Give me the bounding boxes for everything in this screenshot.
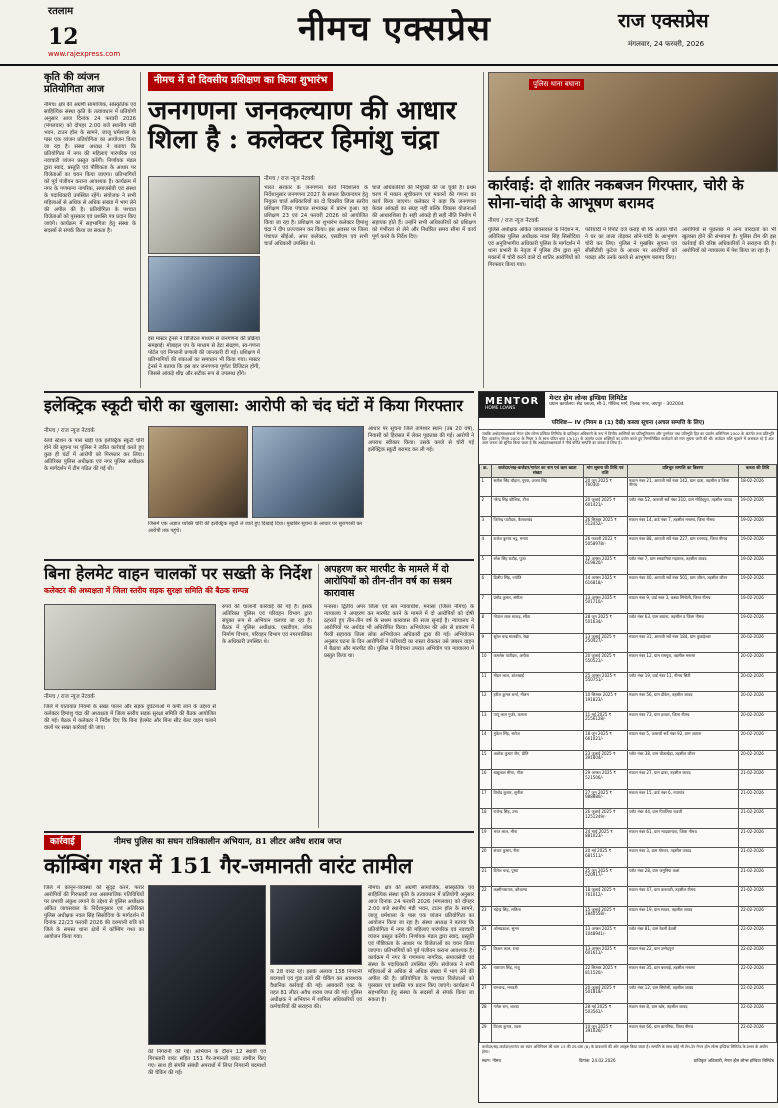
table-cell: 23 bbox=[480, 906, 492, 926]
table-cell: मकान नंबर 5, आराजी सर्वे नंबर 92, ग्राम अठाना bbox=[627, 731, 739, 751]
table-cell: 3 bbox=[480, 516, 492, 536]
table-cell: 26 जुलाई 2025 ₹ 1251249/- bbox=[583, 809, 627, 829]
org-name: मेन्टर होम लोन्स इण्डिया लिमिटेड bbox=[549, 393, 628, 402]
table-row bbox=[480, 1023, 777, 1043]
table-cell: 20 मई 2025 ₹ 681511/- bbox=[583, 848, 627, 868]
story-body-1: जिले में यातायात नियमों के सख्त पालन और सड़क दुर्घटनाओं में कमी लाने के उद्देश्य से कलेक्टर हिमांशु चंद्रा की अध्यक्षता में जिला स्तरीय सड़क सुरक्षा समिति की बैठक आयोजित की गई। बैठक में कलेक्टर ने निर्देश दिए कि बिना हेलमेट और बिना सीट बेल्ट वाहन चलाने वालों पर सख्त कार्रवाई की जाए। bbox=[44, 704, 216, 732]
notice-header bbox=[479, 392, 777, 418]
story-kidnap bbox=[324, 564, 474, 828]
table-header-cell: कर्जदार/सह-कर्जदार/गारंटर का नाम एवं ऋण खाता संख्या bbox=[491, 464, 583, 477]
table-header-cell: कब्जा की तिथि bbox=[739, 464, 777, 477]
raid-photo bbox=[270, 885, 362, 965]
story-body: मनासा। द्वितीय अपर जिला एवं सत्र न्यायाधीश, मनासा (जिला नीमच) के न्यायालय ने अपहरण कर मारपीट करने के मामले में दो आरोपियों को दोषी ठहराते हुए तीन-तीन वर्ष के सश्रम कारावास की सजा सुनाई है। न्यायालय ने आरोपियों पर अर्थदंड भी अधिरोपित किया। अभियोजन की ओर से प्रकरण में पैरवी सहायक जिला लोक अभियोजन अधिकारी द्वारा की गई। अभियोजन अनुसार घटना के दिन आरोपियों ने फरियादी का रास्ता रोककर उसे जबरन वाहन में बैठाया और मारपीट की। पुलिस ने विवेचना उपरांत अभियोग पत्र न्यायालय में प्रस्तुत किया था। bbox=[324, 603, 474, 659]
table-cell: 20-02-2026 bbox=[739, 633, 777, 653]
table-cell: 20 जुलाई 2025 ₹ 501818/- bbox=[583, 984, 627, 1004]
table-header-cell: मांग सूचना की तिथि एवं राशि bbox=[583, 464, 627, 477]
table-row bbox=[480, 809, 777, 829]
table-cell: मकान नंबर 31, आराजी सर्वे नंबर 184, ग्राम कुकड़ेश्वर bbox=[627, 633, 739, 653]
table-cell: गणेश राम, शारदा bbox=[491, 1004, 583, 1024]
table-cell: 20 जून 2025 ₹ 76030/- bbox=[583, 477, 627, 497]
byline: नीमच / राज न्यूज नेटवर्क bbox=[44, 428, 95, 434]
story-headline: बिना हेलमेट वाहन चालकों पर सख्ती के निर्देश bbox=[44, 564, 312, 583]
table-cell: 26 bbox=[480, 965, 492, 985]
table-cell: पप्पू लाल गुर्जर, कमला bbox=[491, 711, 583, 731]
company-logo bbox=[479, 397, 545, 412]
column-divider bbox=[483, 72, 484, 388]
table-cell: 22-02-2026 bbox=[739, 926, 777, 946]
sign-date: दिनांक: 24.02.2026 bbox=[578, 1057, 616, 1063]
table-cell: 13 अगस्त 2025 ₹ 601611/- bbox=[583, 945, 627, 965]
story-body-1: जिले में कानून-व्यवस्था को सुदृढ़ करने, फरार आरोपियों की गिरफ्तारी तथा असामाजिक गतिविधियों पर प्रभावी अंकुश लगाने के उद्देश्य से पुलिस अधीक्षक अंकित जायसवाल के निर्देशानुसार एवं अतिरिक्त पुलिस अधीक्षक नवल सिंह सिसोदिया के मार्गदर्शन में दिनांक 22/23 फरवरी 2026 की दरम्यानी रात्रि को जिले के समस्त थाना क्षेत्रों में कॉम्बिंग गश्त का आयोजन किया गया। bbox=[44, 885, 144, 941]
table-header-cell: प्रतिभूत सम्पत्ति का विवरण bbox=[627, 464, 739, 477]
table-cell: विजय कुमार, रचना bbox=[491, 1023, 583, 1043]
notice-footer: कर्जदार/सह-कर्जदार/गारंटर का ध्यान अधिनियम की धारा 13 की उप-धारा (8) के प्रावधानों की ओर आकृष्ट किया जाता है। सम्पत्ति के साथ कोई भी लेन-देन मेन्टर होम लोन्स इण्डिया लिमिटेड के प्रभार के अधीन होगा। bbox=[482, 1044, 768, 1054]
table-row bbox=[480, 965, 777, 985]
table-cell: विनोद कुमार, सुनीता bbox=[491, 789, 583, 809]
possession-notice bbox=[478, 391, 778, 1103]
table-cell: 28 मई 2025 ₹ 503561/- bbox=[583, 1004, 627, 1024]
table-cell: गोपाल लाल धाकड़, सीता bbox=[491, 614, 583, 634]
table-cell: महेन्द्र सिंह, ललिता bbox=[491, 906, 583, 926]
story-kicker: अपहरण कर मारपीट के मामले में दो आरोपियों को तीन-तीन वर्ष का सश्रम कारावास bbox=[324, 564, 452, 599]
photo-caption: जिसमें एक अज्ञात व्यक्ति चोरी की इलेक्ट्रिक स्कूटी ले जाते हुए दिखाई दिया। मुखबिर सूचना के आधार पर सुरागरसी कर आरोपी तक पहुंचे। bbox=[148, 521, 363, 534]
table-cell: 22 bbox=[480, 887, 492, 907]
city-name: रतलाम bbox=[48, 6, 74, 17]
table-cell: 22-02-2026 bbox=[739, 945, 777, 965]
table-cell: 20 bbox=[480, 848, 492, 868]
story-body-3: के 28 वारंट रहे। इसके अलावा 138 निगरानी बदमाशों एवं गुंडा तत्वों की चेकिंग कर आवश्यक वैधानिक कार्रवाई की गई। आबकारी एक्ट के तहत 81 लीटर अवैध शराब जप्त की गई। पुलिस अधीक्षक ने अभियान में शामिल अधिकारियों एवं कर्मचारियों की सराहना की। bbox=[270, 969, 362, 1011]
table-cell: 29 bbox=[480, 1023, 492, 1043]
table-cell: 12 bbox=[480, 692, 492, 712]
table-cell: संजय कुमार, रीना bbox=[491, 848, 583, 868]
story-headline: इलेक्ट्रिक स्कूटी चोरी का खुलासा: आरोपी को चंद घंटों में किया गिरफ्तार bbox=[44, 396, 463, 415]
story-vyanjan bbox=[44, 72, 136, 388]
table-cell: 25 अगस्त 2025 ₹ 550751/- bbox=[583, 672, 627, 692]
table-cell: 14 अगस्त 2025 ₹ 616818/- bbox=[583, 575, 627, 595]
byline: नीमच / राज न्यूज नेटवर्क bbox=[44, 694, 95, 700]
table-cell: 18 bbox=[480, 809, 492, 829]
table-row bbox=[480, 770, 777, 790]
table-row bbox=[480, 906, 777, 926]
table-cell: प्लॉट नंबर 38, ग्राम चीताखेड़ा, तहसील जीरन bbox=[627, 750, 739, 770]
table-row bbox=[480, 848, 777, 868]
table-cell: प्रमोद कुमार, संगीता bbox=[491, 594, 583, 614]
story-kicker: कृति की व्यंजन प्रतियोगिता आज bbox=[44, 72, 105, 95]
table-cell: 14 bbox=[480, 731, 492, 751]
table-cell: प्लॉट नंबर 52, आराजी सर्वे नंबर 310, ग्राम गोविंदपुरा, तहसील जावद bbox=[627, 497, 739, 517]
org-address: प्रधान कार्यालय: सेठ प्लाजा, सी-1, गोविन्द मार्ग, तिलक नगर, जयपुर - 302004 bbox=[549, 401, 684, 407]
table-cell: 20 जुलाई 2025 ₹ 601421/- bbox=[583, 497, 627, 517]
table-cell: मकान नंबर 56, ग्राम डीकेन, तहसील जावद bbox=[627, 692, 739, 712]
table-cell: 10 bbox=[480, 653, 492, 673]
table-cell: 10 सितंबर 2025 ₹ 191823/- bbox=[583, 692, 627, 712]
table-cell: 24 मार्च 2025 ₹ 881023/- bbox=[583, 828, 627, 848]
table-cell: कमलेश पाटीदार, अनीता bbox=[491, 653, 583, 673]
page-number: 12 bbox=[48, 24, 79, 50]
table-cell: 20-02-2026 bbox=[739, 653, 777, 673]
table-cell: 22-02-2026 bbox=[739, 965, 777, 985]
table-cell: 15 bbox=[480, 750, 492, 770]
story-headline: जनगणना जनकल्याण की आधार शिला है : कलेक्टर हिमांशु चंद्रा bbox=[148, 95, 457, 156]
company-name: MENTOR bbox=[485, 396, 540, 408]
story-body-3: इस मास्टर ट्रेनर्स ने डिजिटल माध्यम से जनगणना की प्रक्रिया समझाई। मोबाइल एप के माध्यम से डेटा संग्रहण, स्व-गणना पोर्टल एवं निगरानी प्रणाली की जानकारी दी गई। प्रशिक्षण में प्रतिभागियों की शंकाओं का समाधान भी किया गया। मास्टर ट्रेनर्स ने बताया कि इस बार जनगणना पूर्णतः डिजिटल होगी, जिससे आंकड़े शीघ्र और सटीक रूप से उपलब्ध होंगे। bbox=[148, 336, 260, 378]
table-cell: राजेश कुमार भट्ट, ममता bbox=[491, 536, 583, 556]
table-row bbox=[480, 536, 777, 556]
table-cell: 22-02-2026 bbox=[739, 984, 777, 1004]
table-cell: 25 bbox=[480, 945, 492, 965]
table-row bbox=[480, 750, 777, 770]
table-cell: हरीश कुमार शर्मा, नीलम bbox=[491, 692, 583, 712]
table-cell: 11 मई 2025 ₹ 2156128/- bbox=[583, 711, 627, 731]
notice-table bbox=[479, 464, 777, 1043]
table-cell: 19-02-2026 bbox=[739, 536, 777, 556]
table-cell: 5 bbox=[480, 555, 492, 575]
table-cell: मकान नंबर 15, वार्ड नंबर 6, नयागांव bbox=[627, 789, 739, 809]
table-cell: प्लॉट नंबर 28, ग्राम जमुनिया कलां bbox=[627, 867, 739, 887]
issue-date: मंगलवार, 24 फरवरी, 2026 bbox=[628, 40, 705, 48]
table-cell: 19 bbox=[480, 828, 492, 848]
table-cell: प्लॉट नंबर 44, ग्राम पिपलिया रावजी bbox=[627, 809, 739, 829]
table-row bbox=[480, 555, 777, 575]
notice-intro: जबकि अधोहस्ताक्षरकर्ता मेन्टर होम लोन्स इण्डिया लिमिटेड के प्राधिकृत अधिकारी के रूप में वित्तीय आस्तियों का प्रतिभूतिकरण और पुनर्गठन तथा प्रतिभूति हित का प्रवर्तन अधिनियम 2002 के अंतर्गत तथा प्रतिभूति हित (प्रवर्तन) नियम 2002 के नियम 3 के साथ पठित धारा 13(12) के अंतर्गत प्रदत्त शक्तियों का प्रयोग करते हुए निम्नलिखित कर्जदारों को मांग सूचना जारी की थी। कर्जदार राशि चुकाने में असफल रहे हैं अतः आम जनता को सूचित किया जाता है कि अधोहस्ताक्षरकर्ता ने नीचे वर्णित सम्पत्ति का कब्जा ले लिया है। bbox=[482, 430, 774, 446]
sign-authority: प्राधिकृत अधिकारी, मेन्टर होम लोन्स इण्डिया लिमिटेड bbox=[693, 1057, 774, 1063]
table-cell: 17 bbox=[480, 789, 492, 809]
table-cell: 19-02-2026 bbox=[739, 516, 777, 536]
table-cell: राजेन्द्र सिंह, उषा bbox=[491, 809, 583, 829]
table-cell: 15 जुलाई 2025 ₹ 1840558/- bbox=[583, 906, 627, 926]
table-row bbox=[480, 867, 777, 887]
section-label: कार्रवाई bbox=[44, 835, 81, 850]
table-cell: 13 bbox=[480, 711, 492, 731]
byline: नीमच / राज न्यूज नेटवर्क bbox=[264, 176, 315, 182]
table-cell: मकान नंबर 35, ग्राम बरलाई, तहसील मनासा bbox=[627, 965, 739, 985]
table-cell: दिनेश चन्द्र, पुष्पा bbox=[491, 867, 583, 887]
table-cell: अशोक कुमार जैन, प्रीति bbox=[491, 750, 583, 770]
table-cell: मकान नंबर 19, ग्राम सावन, तहसील जावद bbox=[627, 906, 739, 926]
table-cell: 16 bbox=[480, 770, 492, 790]
table-cell: 21-02-2026 bbox=[739, 789, 777, 809]
table-cell: 1 bbox=[480, 477, 492, 497]
night-patrol-photo bbox=[148, 885, 266, 1045]
table-cell: 13 अगस्त 2025 ₹ 501710/- bbox=[583, 594, 627, 614]
table-cell: बाबूलाल मीणा, गीता bbox=[491, 770, 583, 790]
table-cell: 20-02-2026 bbox=[739, 711, 777, 731]
table-cell: रामचन्द्र, भगवती bbox=[491, 984, 583, 1004]
section-rule bbox=[44, 559, 474, 561]
table-cell: जितेन्द्र पाटीदार, कैलाशचंद bbox=[491, 516, 583, 536]
notice-title: परिशिष्ट— IV (नियम 8 (1) देखें) कब्जा सूचना (अचल सम्पत्ति के लिए) bbox=[479, 418, 777, 430]
section-rule bbox=[44, 831, 474, 833]
table-cell: मकान नंबर 8, ग्राम खोर, तहसील जावद bbox=[627, 1004, 739, 1024]
table-cell: मकान नंबर 12, ग्राम रामपुरा, तहसील मनासा bbox=[627, 653, 739, 673]
table-cell: 4 bbox=[480, 536, 492, 556]
table-cell: सुरेश चन्द्र मालवीय, रेखा bbox=[491, 633, 583, 653]
table-cell: 21-02-2026 bbox=[739, 809, 777, 829]
table-cell: 20-02-2026 bbox=[739, 672, 777, 692]
table-cell: किशन लाल, राधा bbox=[491, 945, 583, 965]
table-cell: मकान नंबर 9, वार्ड नंबर 3, कस्बा सिंगोली, जिला नीमच bbox=[627, 594, 739, 614]
column-divider bbox=[140, 72, 141, 388]
table-cell: 22-02-2026 bbox=[739, 906, 777, 926]
story-subhead: कलेक्टर की अध्यक्षता में जिला स्तरीय सड़क सुरक्षा समिति की बैठक सम्पन्न bbox=[44, 586, 249, 596]
table-cell: प्लॉट नंबर 12, ग्राम सिंगोली, तहसील जावद bbox=[627, 984, 739, 1004]
table-row bbox=[480, 575, 777, 595]
table-cell: 10 जून 2025 ₹ 391026/- bbox=[583, 1023, 627, 1043]
company-sub: HOME LOANS bbox=[485, 406, 516, 412]
table-cell: 7 bbox=[480, 594, 492, 614]
table-row bbox=[480, 789, 777, 809]
table-cell: 21 bbox=[480, 867, 492, 887]
table-cell: 9 bbox=[480, 633, 492, 653]
table-cell: प्लॉट नंबर 19, वार्ड नंबर 11, नीमच सिटी bbox=[627, 672, 739, 692]
story-body-3: आरोपियों से पूछताछ में अन्य वारदातों का भी खुलासा होने की संभावना है। पुलिस टीम की इस कार्रवाई की वरिष्ठ अधिकारियों ने सराहना की है। आरोपियों को न्यायालय में पेश किया जा रहा है। bbox=[682, 227, 776, 255]
table-cell: मकान नंबर 27, ग्राम ढाबा, तहसील जावद bbox=[627, 770, 739, 790]
table-row bbox=[480, 945, 777, 965]
meeting-photo bbox=[44, 604, 216, 690]
table-cell: 27 bbox=[480, 984, 492, 1004]
table-cell: 19-02-2026 bbox=[739, 555, 777, 575]
table-row bbox=[480, 516, 777, 536]
table-cell: 12 अगस्त 2025 ₹ 619820/- bbox=[583, 555, 627, 575]
table-cell: मकान नंबर 47, ग्राम कनावटी, तहसील नीमच bbox=[627, 887, 739, 907]
table-cell: 24 bbox=[480, 926, 492, 946]
table-cell: 20-02-2026 bbox=[739, 731, 777, 751]
story-census bbox=[148, 72, 478, 388]
table-cell: 28 जून 2025 ₹ 501634/- bbox=[583, 614, 627, 634]
table-row bbox=[480, 653, 777, 673]
table-cell: मकान नंबर 73, ग्राम हरवार, जिला नीमच bbox=[627, 711, 739, 731]
table-cell: 29 अगस्त 2025 ₹ 521506/- bbox=[583, 770, 627, 790]
table-row bbox=[480, 731, 777, 751]
table-cell: 26 फरवरी 2022 ₹ 5058978/- bbox=[583, 536, 627, 556]
table-cell: 19-02-2026 bbox=[739, 497, 777, 517]
table-cell: 21-02-2026 bbox=[739, 887, 777, 907]
table-row bbox=[480, 633, 777, 653]
table-cell: रमेश सिंह राठौड़, पूजा bbox=[491, 555, 583, 575]
table-cell: 11 bbox=[480, 672, 492, 692]
table-row bbox=[480, 1004, 777, 1024]
table-cell: 13 जुलाई 2025 ₹ 250427/- bbox=[583, 633, 627, 653]
table-cell: मकान नंबर 22, ग्राम उम्मेदपुरा bbox=[627, 945, 739, 965]
table-cell: 20-02-2026 bbox=[739, 692, 777, 712]
story-body-1: रेलवे स्टेशन के पास खड़ी एक इलेक्ट्रिक स्कूटी चोरी होने की सूचना पर पुलिस ने त्वरित कार्रवाई करते हुए कुछ ही घंटों में आरोपी को गिरफ्तार कर लिया। अतिरिक्त पुलिस अधीक्षक एवं नगर पुलिस अधीक्षक के मार्गदर्शन में टीम गठित की गई थी। bbox=[44, 438, 144, 473]
table-cell: 20-02-2026 bbox=[739, 750, 777, 770]
table-cell: 21-02-2026 bbox=[739, 770, 777, 790]
table-cell: 28 bbox=[480, 1004, 492, 1024]
police-station-sign: पुलिस थाना बघाना bbox=[529, 79, 584, 90]
table-cell: मकान नंबर 61, ग्राम भादवामाता, जिला नीमच bbox=[627, 828, 739, 848]
table-cell: 22 सितंबर 2025 ₹ 811520/- bbox=[583, 965, 627, 985]
table-row bbox=[480, 828, 777, 848]
table-cell: 19-02-2026 bbox=[739, 594, 777, 614]
table-row bbox=[480, 887, 777, 907]
table-cell: मोहन लाल, शांताबाई bbox=[491, 672, 583, 692]
accused-photo bbox=[252, 426, 364, 518]
story-body-2: चार्ज अधिकारियों की नियुक्ति की जा चुकी है। प्रथम चरण में मकान सूचीकरण एवं मकानों की गणना का कार्य किया जाएगा। कलेक्टर ने कहा कि जनगणना केवल आंकड़ों का संग्रह नहीं बल्कि विकास योजनाओं की आधारशिला है। सही आंकड़े ही सही नीति निर्माण में सहायक होते हैं। उन्होंने सभी अधिकारियों को प्रशिक्षण को गंभीरता से लेने और निर्धारित समय सीमा में कार्य पूर्ण करने के निर्देश दिए। bbox=[372, 185, 476, 241]
table-cell: प्लॉट नंबर 81, ग्राम रेवली देवली bbox=[627, 926, 739, 946]
table-cell: 26 सितंबर 2025 ₹ 512452/- bbox=[583, 516, 627, 536]
table-row bbox=[480, 984, 777, 1004]
table-cell: 21-02-2026 bbox=[739, 867, 777, 887]
company-info bbox=[545, 392, 777, 418]
table-cell: 23 जुलाई 2025 ₹ 391804/- bbox=[583, 750, 627, 770]
table-cell: प्लॉट नंबर 63, ग्राम बघाना, तहसील व जिला नीमच bbox=[627, 614, 739, 634]
table-cell: 8 bbox=[480, 614, 492, 634]
notice-signature bbox=[479, 1057, 777, 1064]
table-cell: 25 जून 2025 ₹ 520917/- bbox=[583, 867, 627, 887]
story-headline: कार्रवाई: दो शातिर नकबजन गिरफ्तार, चोरी के सोना-चांदी के आभूषण बरामद bbox=[488, 176, 744, 212]
story-body-2: फरियादी ने रिपोर्ट दर्ज कराई थी कि अज्ञात चोरों ने घर का ताला तोड़कर सोने-चांदी के आभूषण चोरी कर लिए। पुलिस ने मुखबिर सूचना एवं सीसीटीवी फुटेज के आधार पर आरोपियों को पकड़ा और उनके कब्जे से आभूषण बरामद किए। bbox=[585, 227, 677, 262]
table-cell: मकान नंबर 14, वार्ड नंबर 7, तहसील मनासा, जिला नीमच bbox=[627, 516, 739, 536]
story-kicker: नीमच में दो दिवसीय प्रशिक्षण का किया शुभारंभ bbox=[148, 72, 333, 91]
table-cell: ओमप्रकाश, सुमन bbox=[491, 926, 583, 946]
table-row bbox=[480, 497, 777, 517]
table-row bbox=[480, 672, 777, 692]
newspaper-brand: राज एक्सप्रेस bbox=[618, 10, 709, 32]
story-combing bbox=[44, 835, 474, 1103]
table-cell: 19-02-2026 bbox=[739, 614, 777, 634]
table-cell: 21-02-2026 bbox=[739, 828, 777, 848]
story-body-1: पुलिस अधीक्षक अंकित जायसवाल के निर्देशन में, अतिरिक्त पुलिस अधीक्षक नवल सिंह सिसोदिया एवं अनुविभागीय अधिकारी पुलिस के मार्गदर्शन में थाना प्रभारी के नेतृत्व में पुलिस टीम द्वारा सूने मकानों में चोरी करने वाले दो शातिर आरोपियों को गिरफ्तार किया गया। bbox=[488, 227, 580, 269]
table-cell: प्लॉट नंबर 7, ग्राम सरवानिया महाराज, तहसील जावद bbox=[627, 555, 739, 575]
story-body-2: की निगरानी की गई। अभियान के दौरान 12 स्थायी एवं गिरफ्तारी वारंट सहित 151 गैर-जमानती वारंट तामील किए गए। साथ ही संपत्ति संबंधी अपराधों में लिप्त निगरानी बदमाशों की चेकिंग की गई। bbox=[148, 1049, 266, 1077]
table-cell: भरत लाल, मीना bbox=[491, 828, 583, 848]
police-photo bbox=[488, 72, 778, 172]
table-cell: 13 अगस्त 2025 ₹ 1048941/- bbox=[583, 926, 627, 946]
table-row bbox=[480, 711, 777, 731]
story-kicker: नीमच पुलिस का सघन रात्रिकालीन अभियान, 81 लीटर अवैध शराब जप्त bbox=[114, 837, 342, 847]
table-row bbox=[480, 926, 777, 946]
table-cell: दिलीप सिंह, ज्योति bbox=[491, 575, 583, 595]
table-row bbox=[480, 692, 777, 712]
table-cell: मकान नंबर 21, आराजी सर्वे नंबर 142, ग्राम दाता, तहसील व जिला नीमच bbox=[627, 477, 739, 497]
story-burglars bbox=[488, 72, 778, 388]
table-cell: 18 जुलाई 2025 ₹ 761012/- bbox=[583, 887, 627, 907]
story-body-1: भारत सरकार के जनगणना कार्य निदेशालय के निर्देशानुसार जनगणना 2027 के सफल क्रियान्वयन हेतु नियुक्त चार्ज अधिकारियों का दो दिवसीय जिला स्तरीय प्रशिक्षण जिला पंचायत सभाकक्ष में प्रारंभ हुआ। यह प्रशिक्षण 23 एवं 24 फरवरी 2026 को आयोजित किया जा रहा है। प्रशिक्षण का शुभारंभ कलेक्टर हिमांशु चंद्रा ने दीप प्रज्ज्वलन कर किया। इस अवसर पर जिला पंचायत सीईओ, अपर कलेक्टर, एसडीएम एवं सभी चार्ज अधिकारी उपस्थित थे। bbox=[264, 185, 368, 248]
table-cell: मकान नंबर 66, ग्राम बामनिया, जिला नीमच bbox=[627, 1023, 739, 1043]
officials-photo bbox=[148, 256, 260, 332]
table-cell: 19-02-2026 bbox=[739, 575, 777, 595]
table-cell: मुकेश सिंह, सरोज bbox=[491, 731, 583, 751]
story-scooty bbox=[44, 396, 474, 556]
page-title: नीमच एक्सप्रेस bbox=[298, 9, 491, 49]
website-link[interactable]: www.rajexpress.com bbox=[48, 50, 121, 58]
table-cell: 22-02-2026 bbox=[739, 1004, 777, 1024]
masthead bbox=[0, 0, 778, 66]
story-helmet bbox=[44, 564, 314, 828]
table-cell: नरेन्द्र सिंह कौशिक, टीना bbox=[491, 497, 583, 517]
table-cell: मकान नंबर 40, आराजी सर्वे नंबर 501, ग्राम जीरन, तहसील जीरन bbox=[627, 575, 739, 595]
table-cell: लक्ष्मीनारायण, कौशल्या bbox=[491, 887, 583, 907]
table-cell: 18 जून 2025 ₹ 661021/- bbox=[583, 731, 627, 751]
story-body-2: रुपये की चालानी कार्रवाई की गई है। इसके अतिरिक्त पुलिस एवं परिवहन विभाग द्वारा संयुक्त रूप से अभियान चलाया जा रहा है। बैठक में पुलिस अधीक्षक, एसडीएम, लोक निर्माण विभाग, परिवहन विभाग एवं नगरपालिका के अधिकारी उपस्थित थे। bbox=[222, 604, 312, 646]
table-row bbox=[480, 614, 777, 634]
scooty-photo bbox=[148, 426, 248, 518]
section-rule bbox=[44, 391, 474, 393]
table-row bbox=[480, 594, 777, 614]
table-cell: 21-02-2026 bbox=[739, 848, 777, 868]
table-cell: 20 जुलाई 2025 ₹ 550521/- bbox=[583, 653, 627, 673]
table-cell: नारायण सिंह, मंजू bbox=[491, 965, 583, 985]
sign-place: स्थान: नीमच bbox=[482, 1057, 501, 1063]
table-cell: 22-02-2026 bbox=[739, 1023, 777, 1043]
story-headline: कॉम्बिंग गश्त में 151 गैर-जमानती वारंट तामील bbox=[44, 853, 413, 878]
table-cell: 6 bbox=[480, 575, 492, 595]
training-photo bbox=[148, 176, 260, 254]
story-body-4: नीमच। क्षेत्र की अग्रणी सामाजिक, सांस्कृतिक एवं साहित्यिक संस्था कृति के तत्वावधान में प्रतियोगी अनुसार आज दिनांक 24 फरवरी 2026 (मंगलवार) को दोपहर 2:00 बजे स्थानीय मंडी भवन, टाउन हॉल के सामने, जाजू धर्मशाला के पास एक व्यंजन प्रतियोगिता का आयोजन किया जा रहा है। संस्था अध्यक्ष ने बताया कि प्रतियोगिता में नगर की महिलाएं पारंपरिक एवं नवाचारी व्यंजन प्रस्तुत करेंगी। निर्णायक मंडल द्वारा स्वाद, प्रस्तुति एवं पौष्टिकता के आधार पर विजेताओं का चयन किया जाएगा। प्रतिभागियों को पूर्व पंजीयन कराना आवश्यक है। कार्यक्रम में नगर के गणमान्य नागरिक, समाजसेवी एवं संस्था के पदाधिकारी उपस्थित रहेंगे। संयोजक ने सभी महिलाओं से अधिक से अधिक संख्या में भाग लेने की अपील की है। प्रतियोगिता के पश्चात विजेताओं को पुरस्कार एवं प्रशस्ति पत्र प्रदान किए जाएंगे। कार्यक्रम में सहभागिता हेतु संस्था के सदस्यों से संपर्क किया जा सकता है। bbox=[368, 885, 474, 1004]
byline: नीमच / राज न्यूज नेटवर्क bbox=[488, 218, 539, 224]
table-cell: मकान नंबर 3, ग्राम मोरवन, तहसील जावद bbox=[627, 848, 739, 868]
table-header-row bbox=[480, 464, 777, 477]
story-body: नीमच। क्षेत्र की अग्रणी सामाजिक, सांस्कृतिक एवं साहित्यिक संस्था कृति के तत्वावधान में प्रतियोगी अनुसार आज दिनांक 24 फरवरी 2026 (मंगलवार) को दोपहर 2:00 बजे स्थानीय मंडी भवन, टाउन हॉल के सामने, जाजू धर्मशाला के पास एक व्यंजन प्रतियोगिता का आयोजन किया जा रहा है। संस्था अध्यक्ष ने बताया कि प्रतियोगिता में नगर की महिलाएं पारंपरिक एवं नवाचारी व्यंजन प्रस्तुत करेंगी। निर्णायक मंडल द्वारा स्वाद, प्रस्तुति एवं पौष्टिकता के आधार पर विजेताओं का चयन किया जाएगा। प्रतिभागियों को पूर्व पंजीयन कराना आवश्यक है। कार्यक्रम में नगर के गणमान्य नागरिक, समाजसेवी एवं संस्था के पदाधिकारी उपस्थित रहेंगे। संयोजक ने सभी महिलाओं से अधिक से अधिक संख्या में भाग लेने की अपील की है। प्रतियोगिता के पश्चात विजेताओं को पुरस्कार एवं प्रशस्ति पत्र प्रदान किए जाएंगे। कार्यक्रम में सहभागिता हेतु संस्था के सदस्यों से संपर्क किया जा सकता है। bbox=[44, 102, 136, 235]
table-header-cell: क्र. bbox=[480, 464, 492, 477]
table-cell: सतीश सिंह चौहान, पुष्पा, अजय सिंह bbox=[491, 477, 583, 497]
column-divider bbox=[318, 564, 319, 828]
story-body-2: आधार पर सूचना जिले तापेश्वर स्थान (उम्र 20 वर्ष), निवासी को हिरासत में लेकर पूछताछ की गई। आरोपी ने अपराध स्वीकार किया। उसके कब्जे से चोरी गई इलेक्ट्रिक स्कूटी बरामद कर ली गई। bbox=[368, 426, 474, 454]
table-cell: 27 जून 2025 ₹ 988880/- bbox=[583, 789, 627, 809]
table-cell: मकान नंबर 88, आराजी सर्वे नंबर 227, ग्राम रतनगढ़, जिला नीमच bbox=[627, 536, 739, 556]
table-row bbox=[480, 477, 777, 497]
table-cell: 18-02-2026 bbox=[739, 477, 777, 497]
table-cell: 2 bbox=[480, 497, 492, 517]
